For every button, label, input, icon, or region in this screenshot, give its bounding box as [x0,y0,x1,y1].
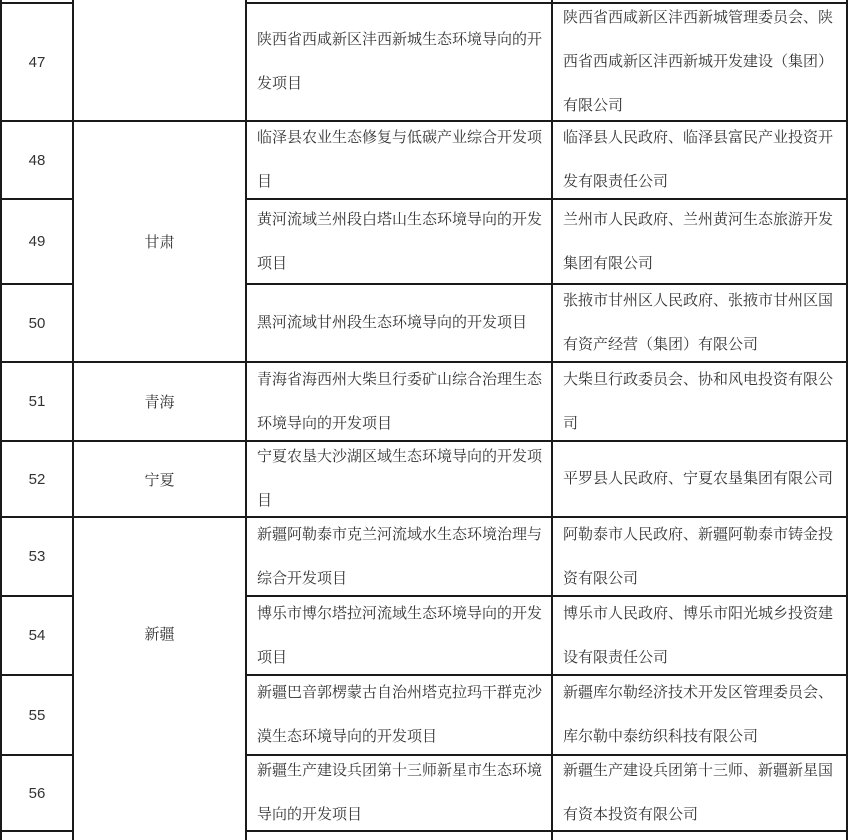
project-cell: 临泽县农业生态修复与低碳产业综合开发项目 [247,122,553,200]
organization-cell: 新疆库尔勒经济技术开发区管理委员会、库尔勒中泰纺织科技有限公司 [553,676,848,756]
organization-cell: 张掖市甘州区人民政府、张掖市甘州区国有资产经营（集团）有限公司 [553,285,848,363]
partial-row-organization-cell [553,832,848,840]
province-cell-ningxia: 宁夏 [74,442,247,518]
organization-cell: 阿勒泰市人民政府、新疆阿勒泰市铸金投资有限公司 [553,518,848,597]
organization-cell: 临泽县人民政府、临泽县富民产业投资开发有限责任公司 [553,122,848,200]
row-number-cell: 51 [2,363,74,442]
row-number-cell: 53 [2,518,74,597]
project-cell: 青海省海西州大柴旦行委矿山综合治理生态环境导向的开发项目 [247,363,553,442]
organization-cell: 兰州市人民政府、兰州黄河生态旅游开发集团有限公司 [553,200,848,285]
province-cell-gansu: 甘肃 [74,122,247,363]
project-cell: 新疆巴音郭楞蒙古自治州塔克拉玛干群克沙漠生态环境导向的开发项目 [247,676,553,756]
partial-row-project-cell [247,832,553,840]
partial-row-number-cell [2,832,74,840]
row-number-cell: 47 [2,4,74,122]
project-cell: 宁夏农垦大沙湖区域生态环境导向的开发项目 [247,442,553,518]
province-cell-continued [74,0,247,122]
row-number-cell: 56 [2,756,74,832]
province-cell-xinjiang: 新疆 [74,518,247,840]
row-number-cell: 49 [2,200,74,285]
project-cell: 新疆生产建设兵团第十三师新星市生态环境导向的开发项目 [247,756,553,832]
organization-cell: 新疆生产建设兵团第十三师、新疆新星国有资本投资有限公司 [553,756,848,832]
organization-cell: 博乐市人民政府、博乐市阳光城乡投资建设有限责任公司 [553,597,848,676]
organization-cell: 大柴旦行政委员会、协和风电投资有限公司 [553,363,848,442]
row-number-cell: 55 [2,676,74,756]
project-cell: 博乐市博尔塔拉河流域生态环境导向的开发项目 [247,597,553,676]
organization-cell: 陕西省西咸新区沣西新城管理委员会、陕西省西咸新区沣西新城开发建设（集团）有限公司 [553,4,848,122]
project-cell: 黑河流域甘州段生态环境导向的开发项目 [247,285,553,363]
row-number-cell: 50 [2,285,74,363]
province-cell-qinghai: 青海 [74,363,247,442]
row-number-cell: 54 [2,597,74,676]
row-number-cell: 48 [2,122,74,200]
project-cell: 新疆阿勒泰市克兰河流域水生态环境治理与综合开发项目 [247,518,553,597]
row-number-cell: 52 [2,442,74,518]
organization-cell: 平罗县人民政府、宁夏农垦集团有限公司 [553,442,848,518]
project-cell: 陕西省西咸新区沣西新城生态环境导向的开发项目 [247,4,553,122]
project-cell: 黄河流域兰州段白塔山生态环境导向的开发项目 [247,200,553,285]
